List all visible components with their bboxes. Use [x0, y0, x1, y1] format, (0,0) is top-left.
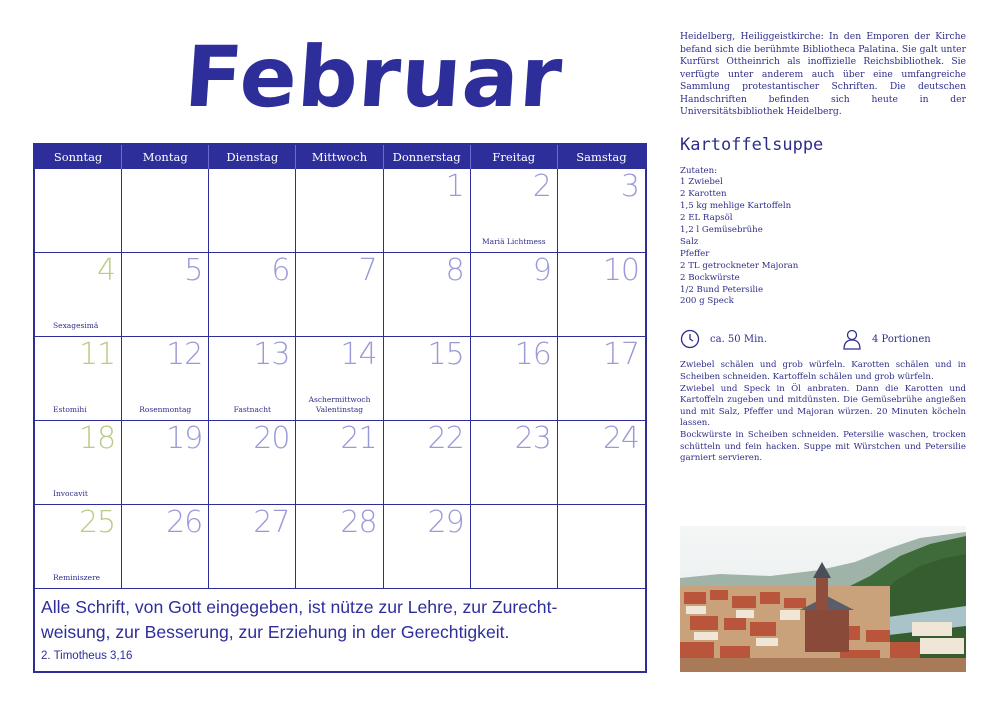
ingredient-list [680, 177, 966, 308]
day-cell [35, 421, 122, 505]
day-cell [296, 169, 383, 253]
day-cell [122, 169, 209, 253]
verse-line-2: weisung, zur Besserung, zur Erziehung in der Gerechtigkeit. [41, 622, 510, 642]
ingredient-item: 1,5 kg mehlige Kartoffeln [680, 201, 792, 212]
verse-reference: 2. Timotheus 3,16 [41, 650, 133, 662]
day-cell [471, 505, 558, 589]
day-number: 17 [602, 337, 639, 372]
holiday-label: Mariä Lichtmess [481, 237, 546, 246]
servings-info [842, 328, 931, 350]
day-number: 19 [166, 421, 203, 456]
calendar-grid [33, 143, 647, 673]
day-cell [558, 253, 645, 337]
person-icon [842, 328, 862, 350]
day-cell [296, 421, 383, 505]
day-cell [384, 337, 471, 421]
day-cell [558, 421, 645, 505]
day-cell [122, 505, 209, 589]
day-cell [471, 253, 558, 337]
day-number: 24 [602, 421, 639, 456]
verse-line-1: Alle Schrift, von Gott eingegeben, ist nütze zur Lehre, zur Zurecht- [41, 597, 558, 617]
day-cell [296, 505, 383, 589]
ingredient-item: 1 Zwiebel [680, 177, 723, 188]
ingredients [680, 166, 966, 309]
day-number: 23 [514, 421, 551, 456]
weekday-header [35, 145, 645, 169]
day-cell [209, 337, 296, 421]
clock-icon [680, 329, 700, 349]
ingredient-item: 1,2 l Gemüsebrühe [680, 225, 763, 236]
day-cell [35, 169, 122, 253]
day-number: 26 [166, 505, 203, 540]
holiday-label: Estomihi [53, 405, 87, 414]
recipe-step: Bockwürste in Scheiben schneiden. Petersilie waschen, trocken schütteln und fein hacken. Suppe mit Würstchen und Petersilie garniert servieren. [680, 429, 966, 464]
recipe-step: Zwiebel schälen und grob würfeln. Karotten schälen und in Scheiben schneiden. Kartoffeln schälen und grob würfeln. [680, 360, 966, 382]
day-cell [209, 505, 296, 589]
calendar-days [35, 169, 645, 589]
day-number: 11 [78, 337, 116, 372]
day-cell [209, 253, 296, 337]
day-cell [384, 169, 471, 253]
recipe-steps [680, 360, 966, 464]
church-description: Heidelberg, Heiliggeistkirche: In den Emporen der Kirche befand sich die berühmte Bibliotheca Palatina. Sie galt unter Kurfürst Ottheinrich als inoffizielle Reichsbibliothek. Sie verfügte unter anderem auch über eine umfangreiche Sammlung protestantischer Schriften. Die deutschen Handschriften befinden sich heute in der Universitätsbibliothek Heidelberg. [680, 31, 966, 117]
day-cell [384, 253, 471, 337]
holiday-label: Sexagesimä [53, 321, 99, 330]
day-cell [384, 505, 471, 589]
holiday-label: Rosenmontag [139, 405, 192, 414]
day-cell [122, 421, 209, 505]
cooking-time: ca. 50 Min. [710, 333, 767, 345]
ingredients-label: Zutaten: [680, 165, 718, 176]
day-number: 22 [427, 421, 464, 456]
day-cell [35, 337, 122, 421]
day-cell [558, 337, 645, 421]
holiday-label: Fastnacht [233, 405, 272, 414]
holiday-label: Aschermittwoch Valentinstag [308, 395, 371, 414]
day-number: 18 [78, 421, 116, 456]
weekday-2: Dienstag [209, 145, 296, 169]
holiday-label: Invocavit [53, 489, 88, 498]
day-number: 10 [602, 253, 639, 288]
day-cell [471, 337, 558, 421]
day-number: 8 [445, 253, 464, 288]
verse-text [41, 595, 639, 645]
weekday-6: Samstag [576, 150, 627, 164]
day-cell [122, 337, 209, 421]
time-info [680, 329, 842, 349]
day-number: 14 [340, 337, 377, 372]
recipe-step: Zwiebel und Speck in Öl anbraten. Dann die Karotten und Kartoffeln zugeben und mitdünsten. Die Gemüsebrühe angießen und mit Salz, Pfeffer und Majoran würzen. 20 Minuten köcheln lassen. [680, 383, 966, 429]
day-number: 29 [427, 505, 464, 540]
ingredient-item: Salz [680, 236, 699, 247]
day-number: 16 [514, 337, 551, 372]
day-number: 1 [445, 169, 464, 204]
day-cell [384, 421, 471, 505]
ingredient-item: 1/2 Bund Petersilie [680, 284, 764, 295]
day-cell [296, 337, 383, 421]
month-title: Februar [181, 28, 566, 126]
day-number: 13 [253, 337, 290, 372]
ingredient-item: 2 TL getrockneter Majoran [680, 260, 799, 271]
day-cell [35, 253, 122, 337]
ingredient-item: 200 g Speck [680, 296, 734, 307]
holiday-label: Reminiszere [53, 573, 101, 582]
day-cell [558, 169, 645, 253]
day-cell [558, 505, 645, 589]
day-number: 12 [166, 337, 203, 372]
day-cell [209, 421, 296, 505]
day-number: 9 [532, 253, 551, 288]
day-number: 4 [97, 253, 116, 288]
day-number: 20 [253, 421, 290, 456]
weekday-1: Montag [122, 145, 209, 169]
recipe-column [680, 31, 966, 465]
weekday-4: Donnerstag [384, 145, 471, 169]
recipe-meta [680, 328, 966, 350]
day-cell [471, 421, 558, 505]
day-number: 3 [620, 169, 639, 204]
day-cell [471, 169, 558, 253]
recipe-title: Kartoffelsuppe [680, 134, 824, 155]
day-cell [209, 169, 296, 253]
ingredient-item: 2 Bockwürste [680, 272, 740, 283]
day-cell [122, 253, 209, 337]
day-number: 15 [427, 337, 464, 372]
day-number: 2 [532, 169, 551, 204]
day-number: 6 [271, 253, 290, 288]
ingredient-item: 2 Karotten [680, 189, 727, 200]
day-number: 7 [358, 253, 377, 288]
day-number: 28 [340, 505, 377, 540]
day-number: 27 [253, 505, 290, 540]
day-number: 21 [340, 421, 377, 456]
ingredient-item: Pfeffer [680, 248, 710, 259]
day-number: 5 [184, 253, 203, 288]
ingredient-item: 2 EL Rapsöl [680, 213, 733, 224]
day-number: 25 [78, 505, 116, 540]
day-cell [35, 505, 122, 589]
heidelberg-photo [680, 526, 966, 672]
weekday-3: Mittwoch [296, 145, 383, 169]
bible-verse [35, 589, 645, 671]
weekday-5: Freitag [471, 145, 558, 169]
day-cell [296, 253, 383, 337]
weekday-0: Sonntag [35, 145, 122, 169]
servings: 4 Portionen [872, 333, 931, 345]
